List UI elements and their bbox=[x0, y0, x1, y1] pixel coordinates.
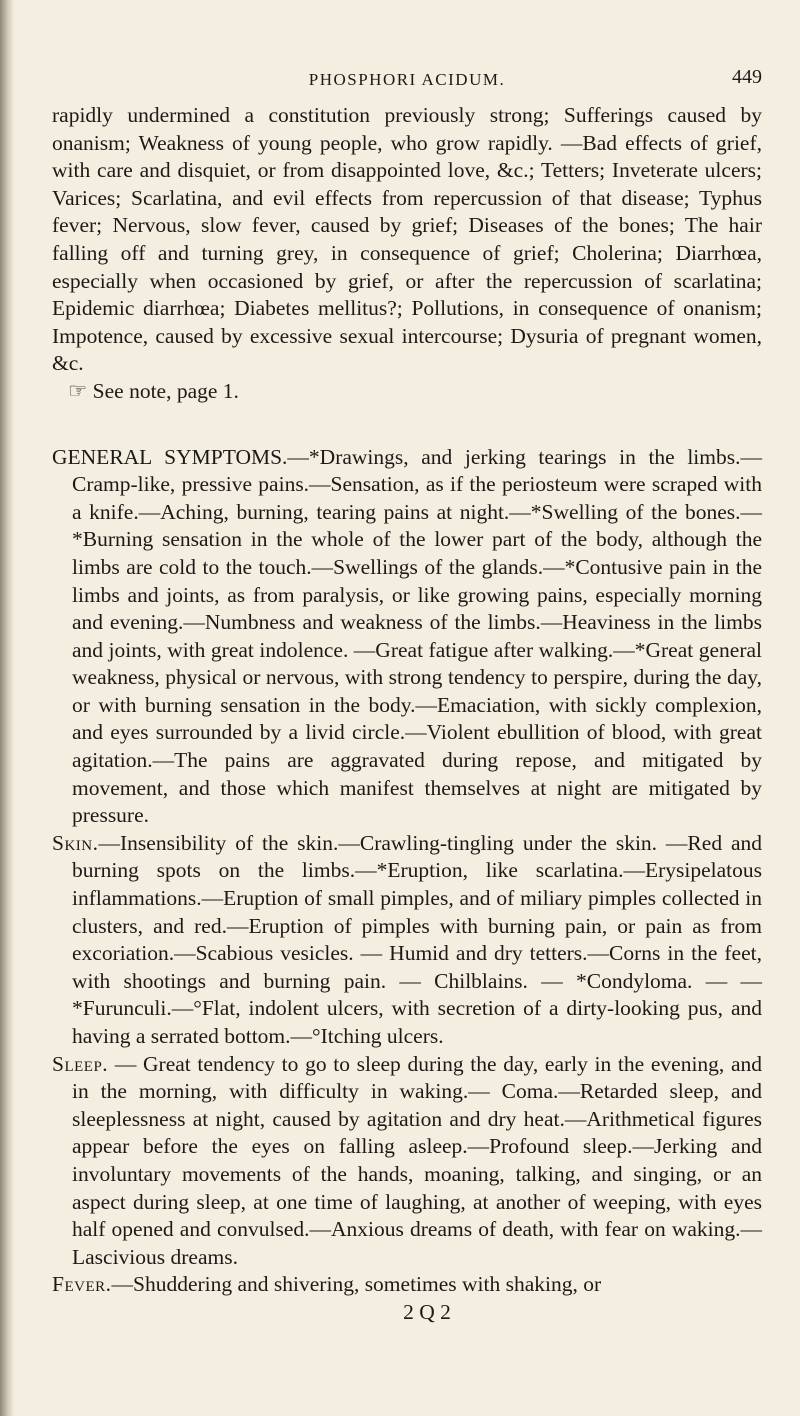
skin-text: —Insensibility of the skin.—Crawling-tingling under the skin. —Red and burning spots on the limbs.—*Eruption, like scarlatina.—Erysipelatous inflammations.—Eruption of small pimples, and of miliary pimples collected in clusters, and red.—Eruption of pimples with burning pain, or pain as from excoriation.—Scabious vesicles. — Humid and dry tetters.—Corns in the feet, with shootings and burning pain. — Chilblains. — *Condyloma. — —*Furunculi.—°Flat, indolent ulcers, with secretion of a dirty-looking pus, and having a serrated bottom.—°Itching ulcers. bbox=[72, 830, 762, 1048]
paragraph-continued: rapidly undermined a constitution previously strong; Sufferings caused by onanism; Weakness of young people, who grow rapidly. —Bad effects of grief, with care and disquiet, or from disappointed love, &c.; Tetters; Inveterate ulcers; Varices; Scarlatina, and evil effects from repercussion of that disease; Typhus fever; Nervous, slow fever, caused by grief; Diseases of the bones; The hair falling off and turning grey, in consequence of grief; Cholerina; Diarrhœa, especially when occasioned by grief, or after the repercussion of scarlatina; Epidemic diarrhœa; Diabetes mellitus?; Pollutions, in consequence of onanism; Impotence, caused by excessive sexual intercourse; Dysuria of pregnant women, &c. bbox=[52, 103, 762, 376]
book-page bbox=[52, 66, 762, 1325]
page-binding-edge bbox=[0, 0, 14, 1416]
running-head bbox=[52, 66, 762, 96]
sleep-heading: Sleep. bbox=[52, 1051, 109, 1076]
skin-heading: Skin. bbox=[52, 830, 99, 855]
pointing-hand-icon: ☞ bbox=[68, 378, 88, 403]
general-symptoms-heading: GENERAL SYMPTOMS. bbox=[52, 444, 288, 469]
sleep-paragraph bbox=[52, 1051, 762, 1272]
signature-mark: 2 Q 2 bbox=[403, 1299, 451, 1324]
fever-paragraph bbox=[52, 1271, 762, 1299]
section-gap bbox=[52, 406, 762, 444]
general-symptoms-text: —*Drawings, and jerking tearings in the limbs.—Cramp-like, pressive pains.—Sensation, as if the periosteum were scraped with a knife.—Aching, burning, tearing pains at night.—*Swelling of the bones.—*Burning sensation in the whole of the lower part of the body, although the limbs are cold to the touch.—Swellings of the glands.—*Contusive pain in the limbs and joints, as from paralysis, or like growing pains, especially morning and evening.—Numbness and weakness of the limbs.—Heaviness in the limbs and joints, with great indolence. —Great fatigue after walking.—*Great general weakness, physical or nervous, with strong tendency to perspire, during the day, or with burning sensation in the body.—Emaciation, with sickly complexion, and eyes surrounded by a livid circle.—Violent ebullition of blood, with great agitation.—The pains are aggravated during repose, and mitigated by movement, and those which manifest themselves at night are mitigated by pressure. bbox=[72, 444, 762, 828]
see-note-text: See note, page 1. bbox=[92, 378, 239, 403]
sleep-text: — Great tendency to go to sleep during the day, early in the evening, and in the morning, with difficulty in waking.— Coma.—Retarded sleep, and sleeplessness at night, caused by agitation and dry heat.—Arithmetical figures appear before the eyes on falling asleep.—Profound sleep.—Jerking and involuntary movements of the hands, moaning, talking, and singing, or an aspect during sleep, at one time of laughing, at another of weeping, with eyes half opened and convulsed.—Anxious dreams of death, with fear on waking.—Lascivious dreams. bbox=[72, 1051, 762, 1269]
see-note-line bbox=[52, 378, 762, 406]
fever-text: —Shuddering and shivering, sometimes with shaking, or bbox=[111, 1272, 602, 1297]
page-number: 449 bbox=[732, 66, 762, 88]
running-title: PHOSPHORI ACIDUM. bbox=[308, 70, 506, 89]
skin-paragraph bbox=[52, 830, 762, 1051]
fever-heading: Fever. bbox=[52, 1272, 112, 1297]
general-symptoms-paragraph bbox=[52, 444, 762, 830]
